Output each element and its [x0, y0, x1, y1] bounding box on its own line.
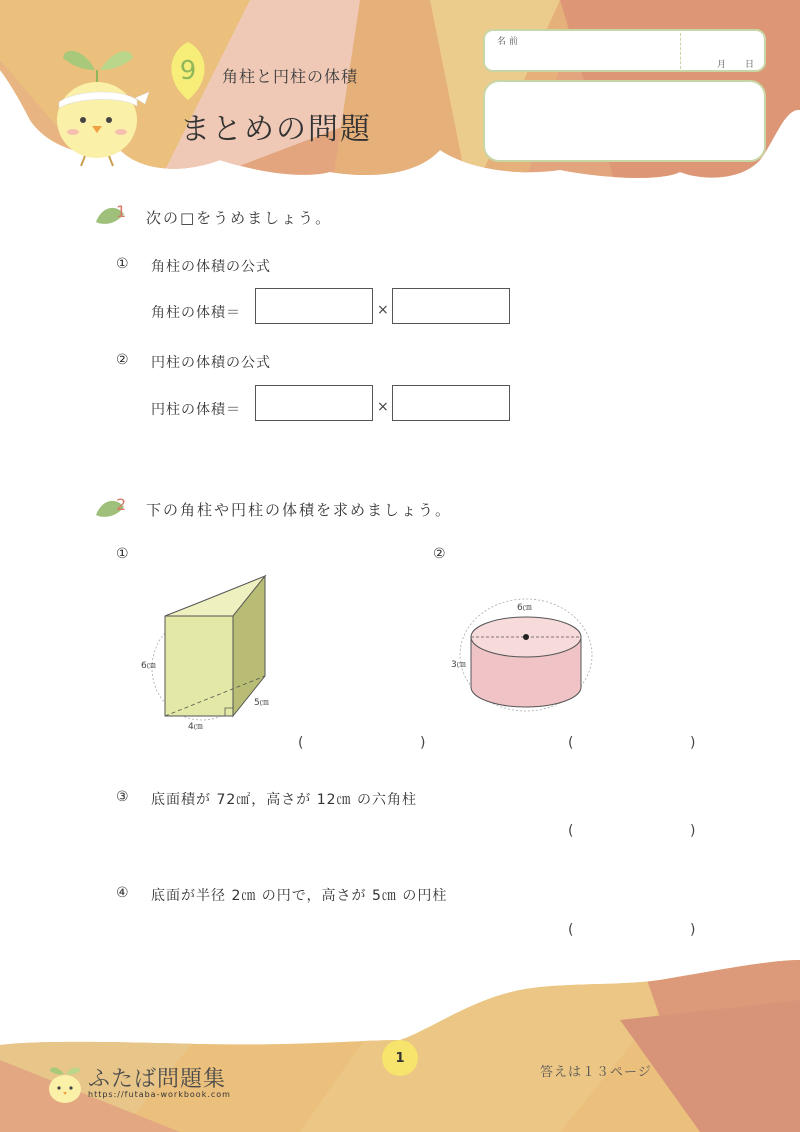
unit-number: 9 [179, 56, 197, 86]
cylinder-diameter-label: 6㎝ [517, 603, 532, 613]
month-label: 月 [717, 60, 727, 70]
answer-paren-open-1: ( [298, 735, 304, 751]
q1-item1-label: 角柱の体積の公式 [151, 259, 271, 275]
cylinder-figure [455, 595, 600, 715]
score-box[interactable] [483, 80, 766, 162]
name-date-divider [680, 33, 681, 69]
name-label: 名 前 [497, 37, 518, 47]
answer-paren-close-4: ) [690, 922, 696, 938]
page-title: まとめの問題 [180, 112, 372, 147]
q1-item1-answer-box-a[interactable] [255, 288, 373, 324]
q2-item3-text: 底面積が 72㎠，高さが 12㎝ の六角柱 [151, 792, 417, 808]
answer-paren-open-2: ( [568, 735, 574, 751]
q2-fig2-number: ② [433, 546, 447, 562]
unit-subtitle: 角柱と円柱の体積 [222, 67, 359, 86]
brand-name: ふたば問題集 [88, 1067, 227, 1092]
answer-paren-open-4: ( [568, 922, 574, 938]
prism-width-label: 4㎝ [188, 722, 203, 732]
q1-instruction: 次の□をうめましょう。 [146, 209, 333, 227]
q1-item2-answer-box-a[interactable] [255, 385, 373, 421]
day-label: 日 [745, 60, 755, 70]
q1-item1-answer-box-b[interactable] [392, 288, 510, 324]
question-leaf-icon [94, 493, 134, 523]
brand-url[interactable]: https://futaba-workbook.com [88, 1090, 231, 1099]
q1-item2-answer-box-b[interactable] [392, 385, 510, 421]
page-number: 1 [382, 1040, 418, 1076]
q2-item4-text: 底面が半径 2㎝ の円で，高さが 5㎝ の円柱 [151, 888, 448, 904]
q1-item1-times: × [377, 302, 389, 318]
answer-paren-close-2: ) [690, 735, 696, 751]
answer-page-note: 答えは１３ページ [540, 1065, 652, 1080]
q2-instruction: 下の角柱や円柱の体積を求めましょう。 [146, 501, 453, 519]
question-leaf-icon [94, 200, 134, 230]
mascot-chick-icon [45, 40, 155, 170]
prism-depth-label: 5㎝ [254, 698, 269, 708]
q1-item2-number: ② [116, 352, 130, 368]
answer-paren-close-1: ) [420, 735, 426, 751]
q1-item1-lhs: 角柱の体積＝ [151, 305, 241, 321]
q1-item2-lhs: 円柱の体積＝ [151, 402, 241, 418]
q1-item2-times: × [377, 399, 389, 415]
answer-paren-close-3: ) [690, 823, 696, 839]
q2-item4-number: ④ [116, 885, 130, 901]
question-number-1: 1 [116, 202, 127, 221]
q1-item2-label: 円柱の体積の公式 [151, 355, 271, 371]
cylinder-height-label: 3㎝ [451, 660, 466, 670]
question-number-2: 2 [116, 495, 127, 514]
answer-paren-open-3: ( [568, 823, 574, 839]
prism-height-label: 6㎝ [141, 661, 156, 671]
brand-chick-logo-icon [44, 1064, 86, 1104]
q2-item3-number: ③ [116, 789, 130, 805]
q1-item1-number: ① [116, 256, 130, 272]
name-date-field[interactable] [483, 29, 766, 72]
q2-fig1-number: ① [116, 546, 130, 562]
